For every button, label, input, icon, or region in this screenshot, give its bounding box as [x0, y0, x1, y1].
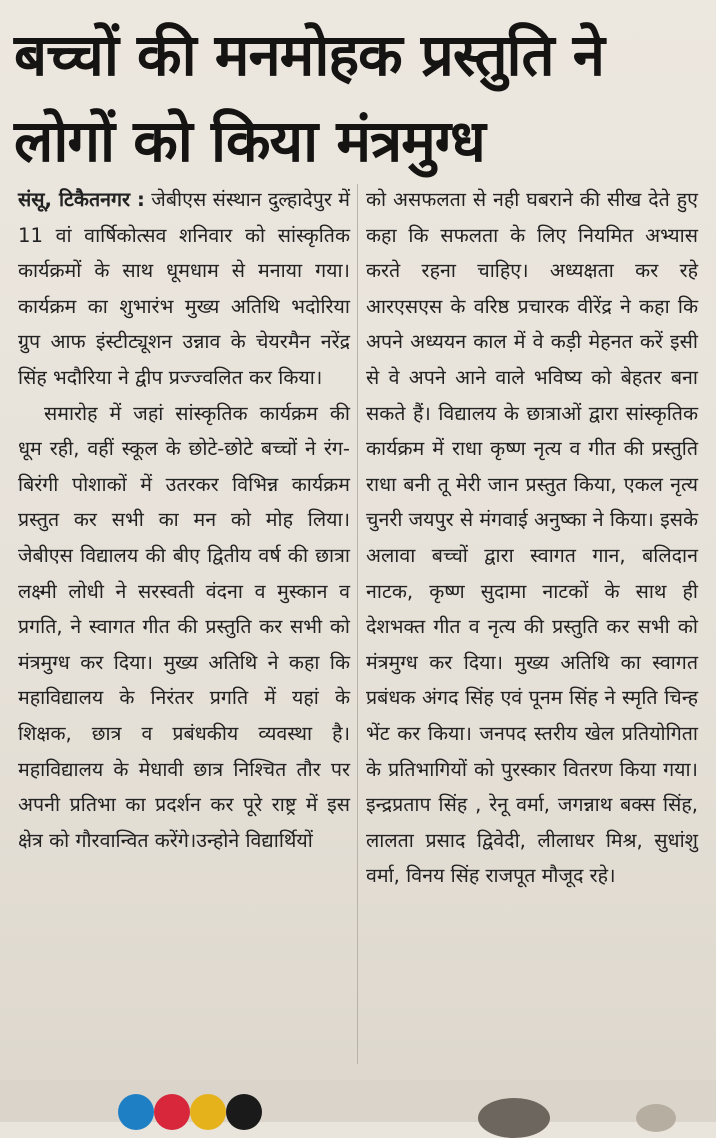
printed-image-fragment-2	[636, 1104, 676, 1132]
article-paragraph-2: समारोह में जहां सांस्कृतिक कार्यक्रम की धूम रही, वहीं स्कूल के छोटे-छोटे बच्चों ने रंग-बिरंगी पोशाकों में उतरकर विभिन्न कार्यक्रम प्रस्तुत कर सभी का मन को मोह लिया। जेबीएस विद्यालय की बीए द्वितीय वर्ष की छात्रा लक्ष्मी लोधी ने सरस्वती वंदना व मुस्कान व प्रगति, ने स्वागत गीत की प्रस्तुति कर सभी को मंत्रमुग्ध कर दिया। मुख्य अतिथि ने कहा कि महाविद्यालय के निरंतर प्रगति में यहां के शिक्षक, छात्र व प्रबंधकीय व्यवस्था है। महाविद्यालय के मेधावी छात्र निश्चित तौर पर अपनी प्रतिभा का प्रदर्शन कर पूरे राष्ट्र में इस क्षेत्र को गौरवान्वित करेंगे।उन्होने विद्यार्थियों	[18, 401, 350, 852]
article-column-left	[18, 182, 350, 1062]
article-paragraph-1	[18, 182, 350, 396]
registration-dot-black	[226, 1094, 262, 1130]
article-paragraph-3: को असफलता से नही घबराने की सीख देते हुए कहा कि सफलता के लिए नियमित अभ्यास करते रहना चाहिए। अध्यक्षता कर रहे आरएसएस के वरिष्ठ प्रचारक वीरेंद्र ने कहा कि अपने अध्ययन काल में वे कड़ी मेहनत करें इसी से वे अपने आने वाले भविष्य को बेहतर बना सकते हैं। विद्यालय के छात्राओं द्वारा सांस्कृतिक कार्यक्रम में राधा कृष्ण नृत्य व गीत की प्रस्तुति राधा बनी तू मेरी जान प्रस्तुत किया, एकल नृत्य चुनरी जयपुर से मंगवाई अनुष्का ने किया। इसके अलावा बच्चों द्वारा स्वागत गान, बलिदान नाटक, कृष्ण सुदामा नाटकों के साथ ही देशभक्त गीत व नृत्य की प्रस्तुति कर सभी को मंत्रमुग्ध कर दिया। मुख्य अतिथि का स्वागत प्रबंधक अंगद सिंह एवं पूनम सिंह ने स्मृति चिन्ह भेंट कर किया। जनपद स्तरीय खेल प्रतियोगिता के प्रतिभागियों को पुरस्कार वितरण किया गया। इन्द्रप्रताप सिंह , रेनू वर्मा, जगन्नाथ बक्स सिंह, लालता प्रसाद द्विवेदी, लीलाधर मिश्र, सुधांशु वर्मा, विनय सिंह राजपूत मौजूद रहे।	[366, 188, 698, 888]
registration-dot-yellow	[190, 1094, 226, 1130]
article-column-right	[366, 182, 698, 1062]
registration-dot-blue	[118, 1094, 154, 1130]
printed-image-fragment	[478, 1098, 550, 1138]
dateline: संसू, टिकैतनगर :	[18, 188, 145, 211]
paragraph-1-text: जेबीएस संस्थान दुल्हादेपुर में 11 वां वार्षिकोत्सव शनिवार को सांस्कृतिक कार्यक्रमों के साथ धूमधाम से मनाया गया। कार्यक्रम का शुभारंभ मुख्य अतिथि भदोरिया ग्रुप आफ इंस्टीट्यूशन उन्नाव के चेयरमैन नरेंद्र सिंह भदौरिया ने द्वीप प्रज्ज्वलित कर किया।	[18, 188, 350, 389]
headline-line-1: बच्चों की मनमोहक प्रस्तुति ने	[14, 21, 604, 89]
page-bottom-edge	[0, 1080, 716, 1122]
headline	[14, 12, 704, 184]
column-divider	[357, 184, 358, 1064]
registration-dot-red	[154, 1094, 190, 1130]
headline-line-2: लोगों को किया मंत्रमुग्ध	[14, 107, 485, 175]
